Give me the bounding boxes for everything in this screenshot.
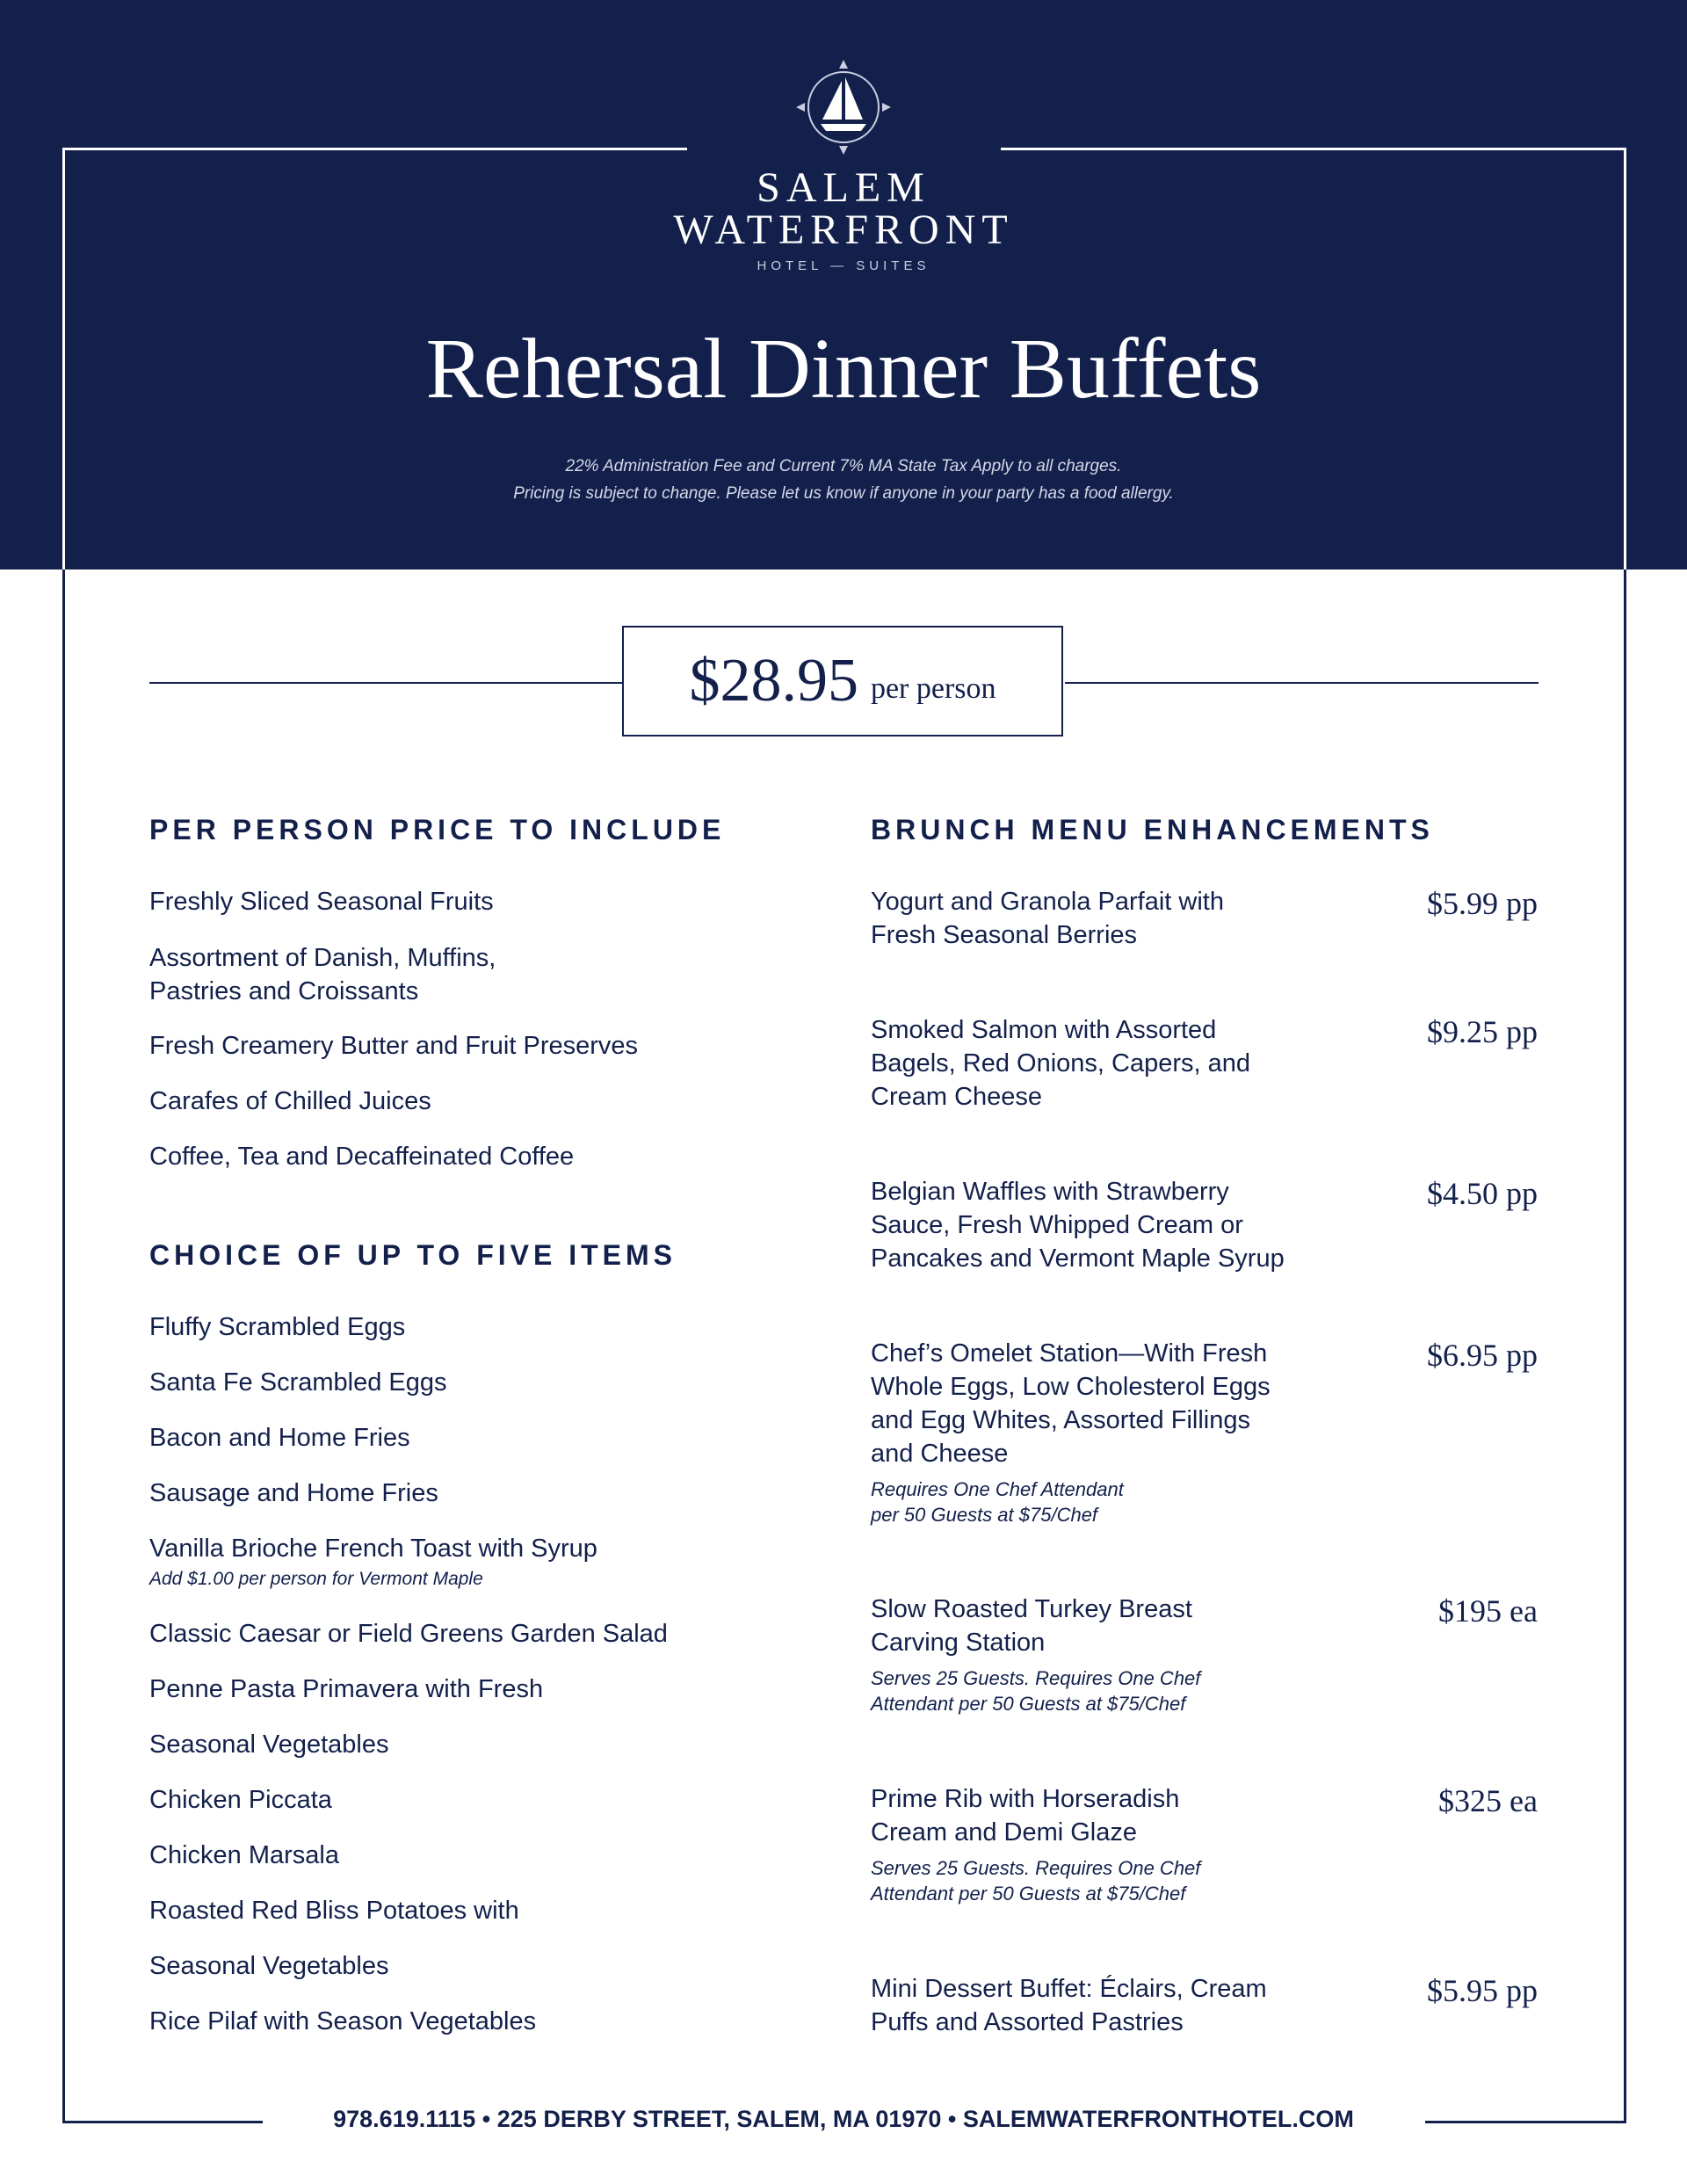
price-unit: per person [870,672,996,705]
footer-contact: 978.619.1115 • 225 DERBY STREET, SALEM, MA 01970 • SALEMWATERFRONTHOTEL.COM [333,2106,1354,2132]
brand-subtitle: HOTEL — SUITES [757,258,930,273]
choice-item: Vanilla Brioche French Toast with Syrup [149,1535,597,1563]
price-divider [1065,682,1539,684]
enhancement-name: Carving Station [871,1629,1046,1657]
choice-item: Sausage and Home Fries [149,1479,438,1507]
choice-item: Rice Pilaf with Season Vegetables [149,2007,537,2035]
enhancement-name: Yogurt and Granola Parfait with [871,888,1224,916]
enhancement-price: $5.95 pp [1427,1973,1538,2008]
enhancement-note: Serves 25 Guests. Requires One Chef [871,1667,1201,1689]
included-item: Assortment of Danish, Muffins, [149,944,496,972]
enhancement-price: $4.50 pp [1427,1176,1538,1211]
included-item: Pastries and Croissants [149,977,419,1005]
brand-name-line2: WATERFRONT [673,207,1014,253]
page-title: Rehersal Dinner Buffets [425,322,1262,417]
included-item: Carafes of Chilled Juices [149,1087,431,1115]
frame-border [62,2121,263,2123]
choice-item-note: Add $1.00 per person for Vermont Maple [149,1569,483,1589]
enhancement-note: Serves 25 Guests. Requires One Chef [871,1857,1201,1879]
enhancement-name: and Egg Whites, Assorted Fillings [871,1406,1250,1434]
frame-border [1001,148,1626,150]
enhancement-note: Attendant per 50 Guests at $75/Chef [871,1693,1186,1715]
choice-item: Classic Caesar or Field Greens Garden Salad [149,1620,668,1648]
enhancement-name: Pancakes and Vermont Maple Syrup [871,1244,1285,1273]
choice-item: Seasonal Vegetables [149,1731,389,1759]
enhancement-price: $195 ea [1438,1593,1538,1629]
frame-border [62,570,65,2123]
enhancement-name: Prime Rib with Horseradish [871,1785,1180,1813]
price-divider [149,682,622,684]
frame-border [1425,2121,1626,2123]
choice-item: Chicken Marsala [149,1841,339,1869]
included-item: Freshly Sliced Seasonal Fruits [149,888,494,916]
choice-item: Santa Fe Scrambled Eggs [149,1368,447,1397]
enhancement-name: Whole Eggs, Low Cholesterol Eggs [871,1373,1271,1401]
enhancement-name: Cream and Demi Glaze [871,1818,1137,1847]
frame-border [62,148,687,150]
enhancement-name: Chef’s Omelet Station—With Fresh [871,1339,1268,1368]
choice-item: Seasonal Vegetables [149,1952,389,1980]
fee-note: 22% Administration Fee and Current 7% MA State Tax Apply to all charges. [565,457,1122,475]
included-heading: PER PERSON PRICE TO INCLUDE [149,814,726,845]
choice-heading: CHOICE OF UP TO FIVE ITEMS [149,1239,677,1271]
enhancement-note: Attendant per 50 Guests at $75/Chef [871,1883,1186,1905]
enhancement-name: Belgian Waffles with Strawberry [871,1178,1229,1206]
enhancement-name: Mini Dessert Buffet: Éclairs, Cream [871,1975,1267,2003]
enhancement-price: $325 ea [1438,1783,1538,1818]
frame-border [1624,148,1626,570]
enhancement-note: Requires One Chef Attendant [871,1478,1124,1500]
sailboat-compass-icon [791,54,896,160]
enhancement-price: $9.25 pp [1427,1014,1538,1049]
enhancement-name: Fresh Seasonal Berries [871,921,1138,949]
enhancement-name: Sauce, Fresh Whipped Cream or [871,1211,1243,1239]
price-amount: $28.95 [689,647,858,715]
included-item: Fresh Creamery Butter and Fruit Preserves [149,1032,639,1060]
enhancement-name: Puffs and Assorted Pastries [871,2008,1184,2036]
enhancement-price: $5.99 pp [1427,886,1538,921]
frame-border [1624,570,1626,2123]
choice-item: Chicken Piccata [149,1786,332,1814]
choice-item: Roasted Red Bliss Potatoes with [149,1897,519,1925]
enhancement-name: Smoked Salmon with Assorted [871,1016,1217,1044]
price-box [622,626,1063,736]
enhancement-name: Slow Roasted Turkey Breast [871,1595,1192,1623]
choice-item: Fluffy Scrambled Eggs [149,1313,406,1341]
enhancement-name: Cream Cheese [871,1083,1043,1111]
frame-border [62,148,65,570]
choice-item: Penne Pasta Primavera with Fresh [149,1675,544,1703]
enhancement-price: $6.95 pp [1427,1338,1538,1373]
enhancements-heading: BRUNCH MENU ENHANCEMENTS [871,814,1434,845]
brand-name-line1: SALEM [757,164,930,211]
enhancement-name: and Cheese [871,1440,1009,1468]
included-item: Coffee, Tea and Decaffeinated Coffee [149,1143,575,1171]
enhancement-note: per 50 Guests at $75/Chef [871,1504,1098,1526]
enhancement-name: Bagels, Red Onions, Capers, and [871,1049,1251,1077]
choice-item: Bacon and Home Fries [149,1424,410,1452]
allergy-note: Pricing is subject to change. Please let us know if anyone in your party has a food allergy. [513,484,1174,503]
